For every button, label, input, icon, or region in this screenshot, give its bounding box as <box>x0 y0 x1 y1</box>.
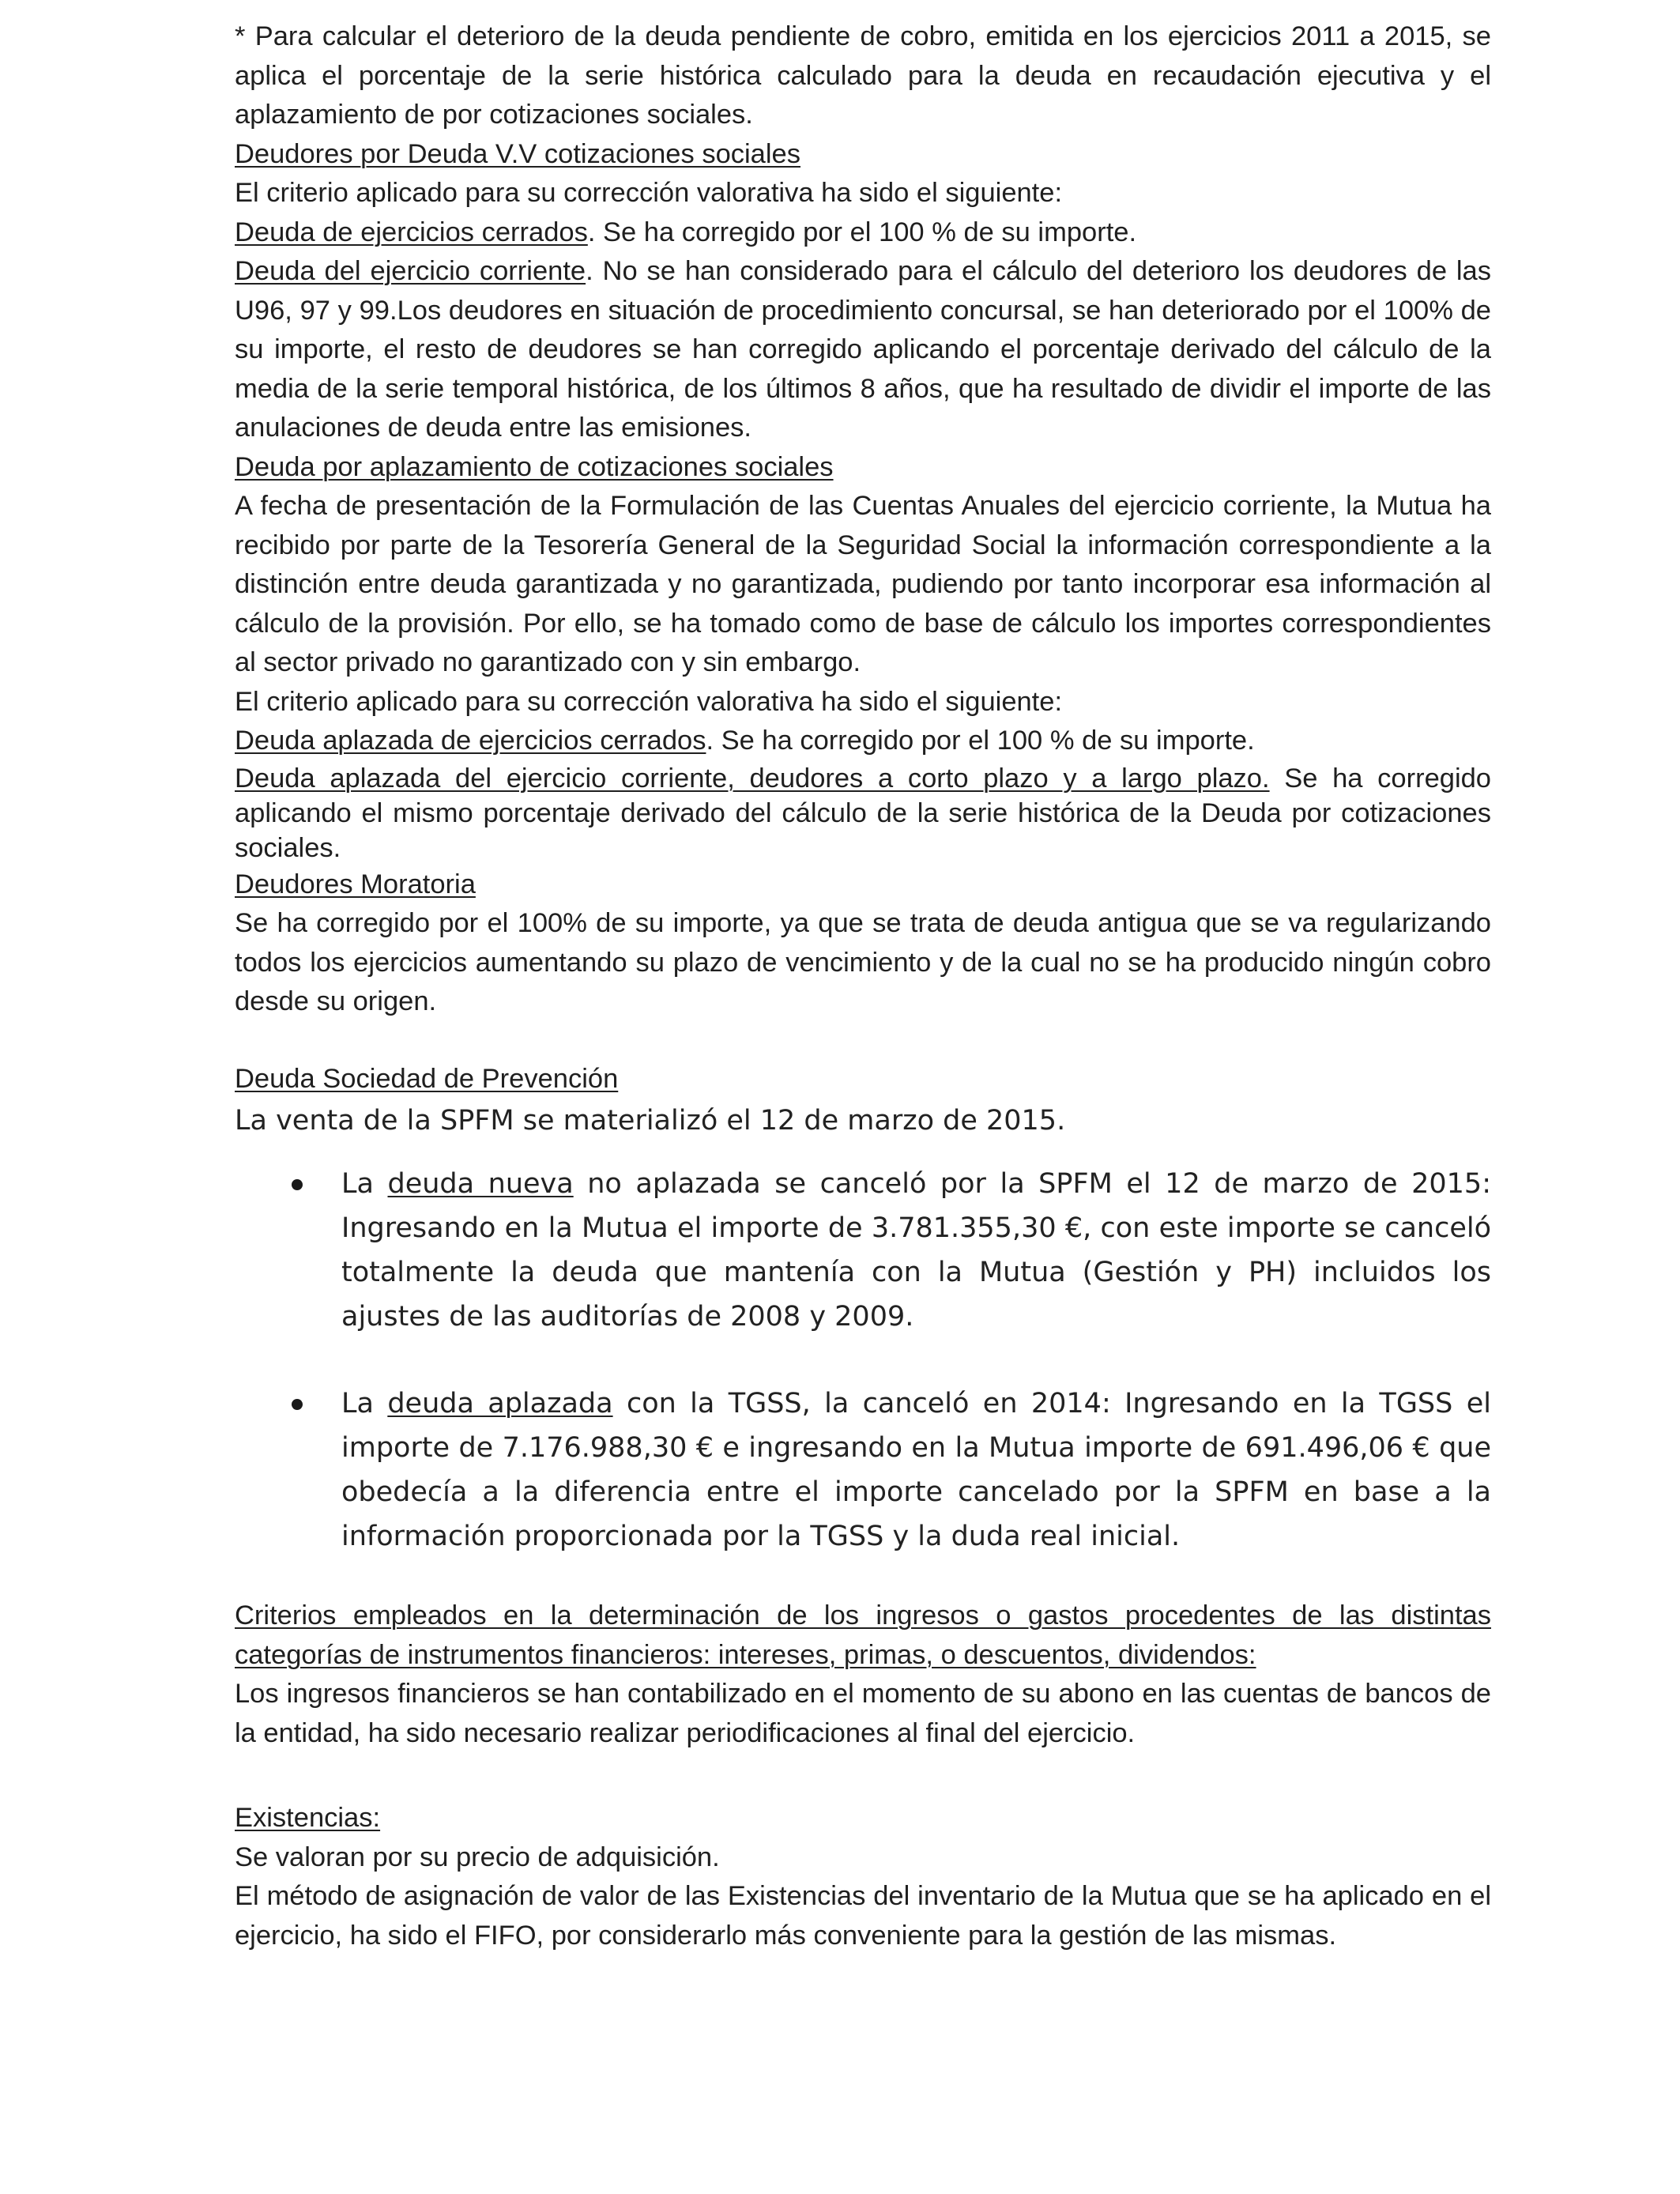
moratoria-heading: Deudores Moratoria <box>235 869 476 899</box>
prevencion-heading: Deuda Sociedad de Prevención <box>235 1063 619 1094</box>
aplazamiento-closed-paragraph <box>235 722 1491 761</box>
vv-current-text: . No se han considerado para el cálculo del deterioro los deudores de las U96, 97 y 99.Los deudores en situación de procedimiento concursal, se han deteriorado por el 100% de su importe, el resto de deudores se han corregido aplicando el porcentaje derivado del cálculo de la media de la serie temporal histórica, de los últimos 8 años, que ha resultado de dividir el importe de las anulaciones de deuda entre las emisiones. <box>235 256 1491 443</box>
moratoria-paragraph: Se ha corregido por el 100% de su importe, ya que se trata de deuda antigua que se va regularizando todos los ejercicios aumentando su plazo de vencimiento y de la cual no se ha producido ningún cobro desde su origen. <box>235 908 1491 1016</box>
aplazamiento-current-paragraph <box>235 761 1491 865</box>
vv-criteria: El criterio aplicado para su corrección valorativa ha sido el siguiente: <box>235 178 1063 208</box>
vv-closed-text: . Se ha corregido por el 100 % de su importe. <box>587 217 1137 247</box>
criterios-paragraph: Los ingresos financieros se han contabilizado en el momento de su abono en las cuentas de bancos de la entidad, ha sido necesario realizar periodificaciones al final del ejercicio. <box>235 1679 1491 1748</box>
bullet-1-text <box>341 1162 1491 1339</box>
vv-closed-label: Deuda de ejercicios cerrados <box>235 217 588 247</box>
bullet-1-body: no aplazada se canceló por la SPFM el 12 de marzo de 2015: Ingresando en la Mutua el importe de 3.781.355,30 €, con este importe se canceló totalmente la deuda que mantenía con la Mutua (Gestión y PH) incluidos los ajustes de las auditorías de 2008 y 2009. <box>341 1168 1491 1333</box>
document-page <box>235 17 1491 1955</box>
existencias-method: El método de asignación de valor de las Existencias del inventario de la Mutua que se ha aplicado en el ejercicio, ha sido el FIFO, por considerarlo más conveniente para la gestión de las mismas. <box>235 1881 1491 1951</box>
vv-current-label: Deuda del ejercicio corriente <box>235 256 586 286</box>
aplazamiento-closed-text: . Se ha corregido por el 100 % de su importe. <box>706 726 1255 756</box>
bullet-2-label: deuda aplazada <box>387 1388 613 1419</box>
prevencion-bullet-1 <box>235 1162 1491 1339</box>
bullet-2-body: con la TGSS, la canceló en 2014: Ingresando en la TGSS el importe de 7.176.988,30 € e ingresando en la Mutua importe de 691.496,06 € que obedecía a la diferencia entre el importe cancelado por la SPFM en base a la información proporcionada por la TGSS y la duda real inicial. <box>341 1388 1491 1552</box>
bullet-1-pre: La <box>341 1168 388 1200</box>
bullet-icon <box>292 1179 303 1190</box>
vv-heading: Deudores por Deuda V.V cotizaciones sociales <box>235 138 800 169</box>
aplazamiento-current-label: Deuda aplazada del ejercicio corriente, deudores a corto plazo y a largo plazo. <box>235 763 1270 794</box>
aplazamiento-criteria: El criterio aplicado para su corrección valorativa ha sido el siguiente: <box>235 686 1063 717</box>
aplazamiento-current-text: Se ha corregido aplicando el mismo porcentaje derivado del cálculo de la serie histórica de la Deuda por cotizaciones sociales. <box>235 763 1491 863</box>
existencias-valuation: Se valoran por su precio de adquisición. <box>235 1842 720 1872</box>
prevencion-bullet-list <box>235 1162 1491 1559</box>
existencias-heading: Existencias: <box>235 1803 381 1833</box>
prevencion-sale: La venta de la SPFM se materializó el 12 de marzo de 2015. <box>235 1105 1066 1137</box>
aplazamiento-closed-label: Deuda aplazada de ejercicios cerrados <box>235 726 706 756</box>
vv-closed-paragraph <box>235 213 1491 253</box>
vv-current-paragraph <box>235 252 1491 448</box>
prevencion-bullet-2 <box>235 1382 1491 1559</box>
intro-paragraph: * Para calcular el deterioro de la deuda pendiente de cobro, emitida en los ejercicios 2011 a 2015, se aplica el porcentaje de la serie histórica calculado para la deuda en recaudación ejecutiva y el aplazamiento de por cotizaciones sociales. <box>235 21 1491 130</box>
aplazamiento-heading: Deuda por aplazamiento de cotizaciones sociales <box>235 451 834 482</box>
bullet-icon <box>292 1399 303 1410</box>
aplazamiento-paragraph: A fecha de presentación de la Formulación de las Cuentas Anuales del ejercicio corriente, la Mutua ha recibido por parte de la Tesorería General de la Seguridad Social la información correspondiente a la distinción entre deuda garantizada y no garantizada, pudiendo por tanto incorporar esa información al cálculo de la provisión. Por ello, se ha tomado como de base de cálculo los importes correspondientes al sector privado no garantizado con y sin embargo. <box>235 491 1491 677</box>
bullet-1-label: deuda nueva <box>387 1168 574 1200</box>
criterios-heading: Criterios empleados en la determinación de los ingresos o gastos procedentes de las distintas categorías de instrumentos financieros: intereses, primas, o descuentos, dividendos: <box>235 1600 1491 1670</box>
bullet-2-pre: La <box>341 1388 388 1419</box>
bullet-2-text <box>341 1382 1491 1559</box>
